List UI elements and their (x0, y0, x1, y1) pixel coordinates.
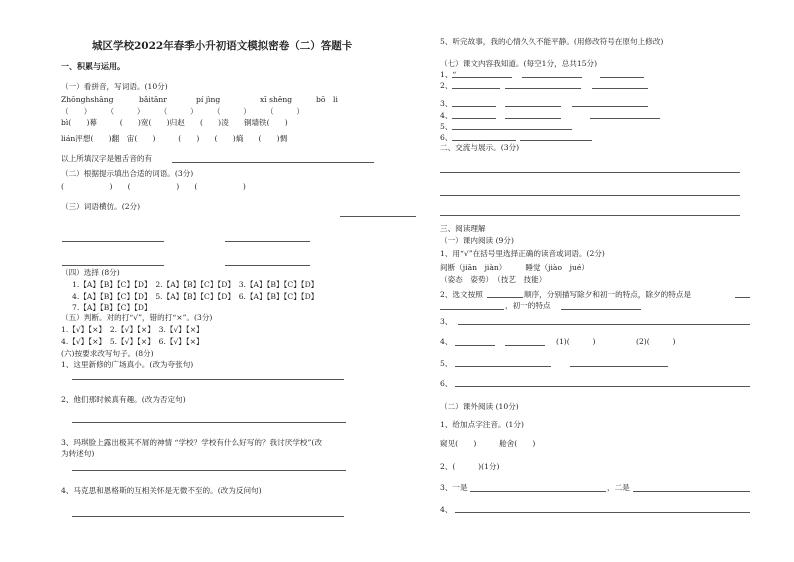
reading2-heading: （二）课外阅读 (10分) (440, 402, 519, 411)
answer-line[interactable] (452, 118, 496, 119)
recall-6: 6、 (440, 133, 453, 142)
answer-line[interactable] (522, 77, 582, 78)
answer-line[interactable] (72, 422, 346, 423)
answer-line[interactable] (590, 118, 660, 119)
reading1-q1-options-a[interactable]: 间断（jiān jiàn） 睡觉（jiào jué） (440, 263, 589, 272)
answer-line[interactable] (592, 88, 648, 89)
answer-line[interactable] (72, 379, 344, 380)
reading2-q3-second: ，二是 (607, 483, 630, 492)
answer-line[interactable] (458, 324, 750, 325)
rewrite-4: 4、马克思和恩格斯的互相关怀是无微不至的。(改为反问句) (61, 486, 262, 495)
reading1-q4-part1[interactable]: (1)( ) (556, 337, 596, 346)
page-title: 城区学校2022年春季小升初语文模拟密卷（二）答题卡 (92, 40, 353, 52)
answer-line[interactable] (452, 77, 512, 78)
pinyin-1: Zhōnghshāng (61, 95, 114, 104)
answer-line[interactable] (455, 345, 495, 346)
rewrite-3-cont: 为转述句) (61, 449, 95, 458)
reading1-q1: 1、用“√”在括号里选择正确的读音或词语。(2分) (440, 249, 605, 258)
answer-line[interactable] (172, 162, 374, 163)
section-heading-3: 三、阅读理解 (440, 224, 486, 233)
reading1-q1-options-b[interactable]: （姿态 姿势） （技艺 技能） (440, 275, 547, 284)
answer-line[interactable] (455, 386, 750, 387)
pinyin-3: pí jìng (196, 95, 221, 104)
q1-heading: （一）看拼音，写词语。(10分) (61, 82, 168, 91)
q2-blanks[interactable]: ( ) ( ) ( ) (61, 182, 246, 191)
q4-heading: （四）选择 (8分) (61, 268, 120, 277)
answer-line[interactable] (72, 470, 346, 471)
answer-line[interactable] (470, 491, 606, 492)
answer-line[interactable] (440, 215, 740, 216)
rewrite-3: 3、玛琪脸上露出极其不屑的神情 “学校？学校有什么好写的？我讨厌学校”(改 (61, 438, 322, 447)
answer-line[interactable] (572, 106, 648, 107)
choice-row-1[interactable]: 1.【A】【B】【C】【D】 2.【A】【B】【C】【D】 3.【A】【B】【C】【D】 (72, 280, 319, 289)
reading1-q6: 6、 (440, 379, 453, 388)
recall-4: 4、 (440, 111, 453, 120)
answer-line[interactable] (455, 512, 750, 513)
answer-line[interactable] (600, 77, 644, 78)
recall-3: 3、 (440, 99, 453, 108)
answer-line[interactable] (452, 88, 500, 89)
answer-line[interactable] (452, 140, 516, 141)
answer-line[interactable] (561, 309, 641, 310)
section-heading-1: 一、积累与运用。 (61, 61, 125, 71)
choice-row-3[interactable]: 7.【A】【B】【C】【D】 (72, 303, 152, 312)
answer-line[interactable] (62, 241, 164, 242)
q2-heading: （二）根据提示填出合适的词语。(3分) (61, 169, 194, 178)
edit-question: 5、听完故事，我的心情久久不能平静。(用修改符号在原句上修改) (440, 37, 664, 46)
q6-heading: (六)按要求改写句子。(8分) (61, 349, 154, 358)
answer-line[interactable] (505, 88, 581, 89)
q7-heading: （七）课文内容我知道。(每空1分，总共15分) (440, 59, 598, 68)
answer-line[interactable] (520, 140, 592, 141)
answer-line[interactable] (455, 366, 551, 367)
reading1-q4: 4、 (440, 337, 453, 346)
recall-2: 2、 (440, 81, 453, 90)
answer-line[interactable] (505, 118, 561, 119)
pinyin-2: bǎitānr (139, 95, 167, 104)
retroflex-question: 以上所填汉字是翘舌音的有 (61, 154, 153, 163)
answer-line[interactable] (452, 129, 572, 130)
choice-row-2[interactable]: 4.【A】【B】【C】【D】 5.【A】【B】【C】【D】 6.【A】【B】【C】【D】 (72, 292, 319, 301)
recall-5: 5、 (440, 122, 453, 131)
answer-line[interactable] (440, 195, 740, 196)
answer-line[interactable] (735, 297, 750, 298)
judge-row-1[interactable]: 1.【√】【×】 2.【√】【×】 3.【√】【×】 (61, 325, 204, 334)
answer-line[interactable] (62, 265, 164, 266)
answer-line[interactable] (72, 516, 344, 517)
answer-line[interactable] (452, 106, 496, 107)
reading1-q5: 5、 (440, 359, 453, 368)
reading1-q2-mid: 顺序，分别描写除夕和初一的特点，除夕的特点是 (524, 290, 692, 299)
answer-line[interactable] (440, 172, 740, 173)
pinyin-row-2[interactable]: bì( )幕 ( )宽( )归赵 ( )凌 铜墙铁( ) (61, 118, 288, 127)
answer-line[interactable] (225, 241, 310, 242)
reading2-q3: 3、一是 (440, 483, 468, 492)
pinyin-5: bō li (316, 95, 338, 104)
reading2-q1: 1、给加点字注音。(1分) (440, 420, 524, 429)
answer-line[interactable] (225, 265, 310, 266)
q5-heading: （五）判断。对的打“√”，错的打“×”。(3分) (61, 313, 213, 322)
reading1-q2-end: ，初一的特点 (505, 301, 551, 310)
reading1-q4-part2[interactable]: (2)( ) (636, 337, 676, 346)
pinyin-row-3[interactable]: lián泙想( )翻 宙( ) ( ) ( )熵 ( )惆 (61, 134, 288, 143)
answer-line[interactable] (505, 106, 561, 107)
answer-line[interactable] (440, 309, 504, 310)
reading1-heading: （一）课内阅读 (9分) (440, 236, 514, 245)
q3-heading: （三）词语横仿。(2分) (61, 202, 141, 211)
answer-line[interactable] (570, 366, 668, 367)
answer-line[interactable] (340, 216, 416, 217)
pinyin-4: xī shēng (260, 95, 293, 104)
reading2-q2[interactable]: 2、( )(1分) (440, 462, 500, 471)
recall-1: 1、“ (440, 70, 457, 79)
reading1-q3: 3、 (440, 317, 453, 326)
reading1-q2: 2、选文按照 (440, 290, 483, 299)
pinyin-answer-parens[interactable]: （ ） （ ） （ ） （ ） （ ） (61, 107, 304, 116)
answer-line[interactable] (487, 297, 523, 298)
judge-row-2[interactable]: 4.【√】【×】 5.【√】【×】 6.【√】【×】 (61, 337, 204, 346)
rewrite-1: 1、这里新修的广场真小。(改为夸张句) (61, 360, 194, 369)
rewrite-2: 2、他们那时候真有趣。(改为否定句) (61, 395, 186, 404)
answer-line[interactable] (505, 345, 545, 346)
answer-line[interactable] (633, 491, 750, 492)
reading2-q4: 4、 (440, 505, 453, 514)
reading2-q1-blanks[interactable]: 窥见( ) 舱舍( ) (440, 439, 536, 448)
section-heading-2: 二、交流与展示。(3分) (440, 143, 520, 152)
